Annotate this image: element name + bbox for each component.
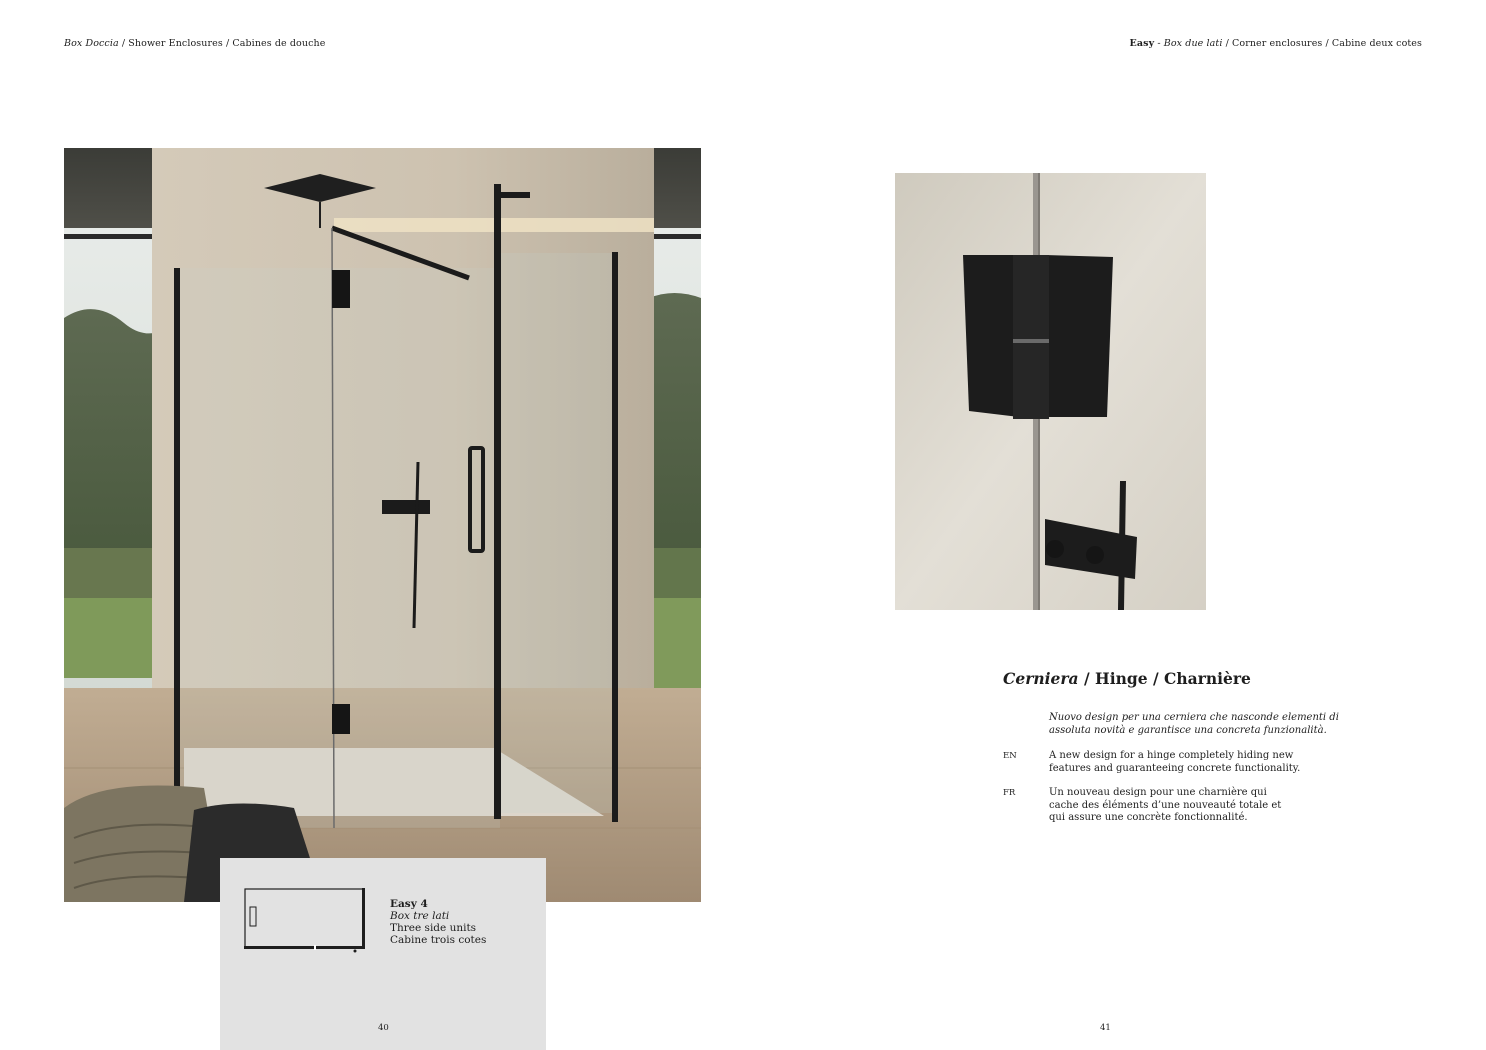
italian-line: assoluta novità e garantisce una concreta funzionalità. (1049, 724, 1327, 736)
header-left-rest: / Shower Enclosures / Cabines de douche (118, 38, 326, 49)
lang-label-fr: FR (1003, 788, 1016, 798)
english-line: features and guaranteeing concrete functionality. (1049, 762, 1301, 774)
product-english: Three side units (390, 922, 477, 934)
header-right-sep: - (1154, 38, 1164, 49)
hinge-title (1003, 669, 1251, 688)
header-right-rest: / Corner enclosures / Cabine deux cotes (1222, 38, 1422, 49)
english-text (1049, 750, 1300, 775)
page-number-left: 40 (378, 1023, 389, 1033)
page-number-right: 41 (1100, 1023, 1111, 1033)
product-name: Easy 4 (390, 898, 428, 910)
french-line: qui assure une concrète fonctionnalité. (1049, 812, 1248, 823)
header-left-italic: Box Doccia (64, 38, 119, 49)
product-italian: Box tre lati (390, 910, 450, 922)
hinge-detail-photo (895, 173, 1206, 610)
page-header-left (64, 38, 325, 49)
shower-enclosure-photo (64, 148, 701, 902)
product-info-card (220, 858, 546, 1050)
page-header-right (1130, 38, 1422, 49)
english-line: A new design for a hinge completely hiding new (1049, 750, 1294, 761)
italian-line: Nuovo design per una cerniera che nasconde elementi di (1049, 712, 1339, 723)
lang-label-en: EN (1003, 751, 1017, 761)
header-right-italic: Box due lati (1163, 38, 1223, 49)
italian-text (1049, 712, 1339, 737)
french-line: cache des éléments d’une nouveauté totale et (1049, 799, 1282, 811)
hinge-title-rest: / Hinge / Charnière (1078, 669, 1251, 688)
french-text (1049, 787, 1281, 825)
product-text (390, 898, 486, 946)
product-french: Cabine trois cotes (390, 934, 487, 946)
hinge-title-italic: Cerniera (1003, 669, 1079, 688)
floor-plan-icon (244, 888, 368, 958)
header-right-bold: Easy (1129, 38, 1155, 49)
french-line: Un nouveau design pour une charnière qui (1049, 787, 1267, 798)
